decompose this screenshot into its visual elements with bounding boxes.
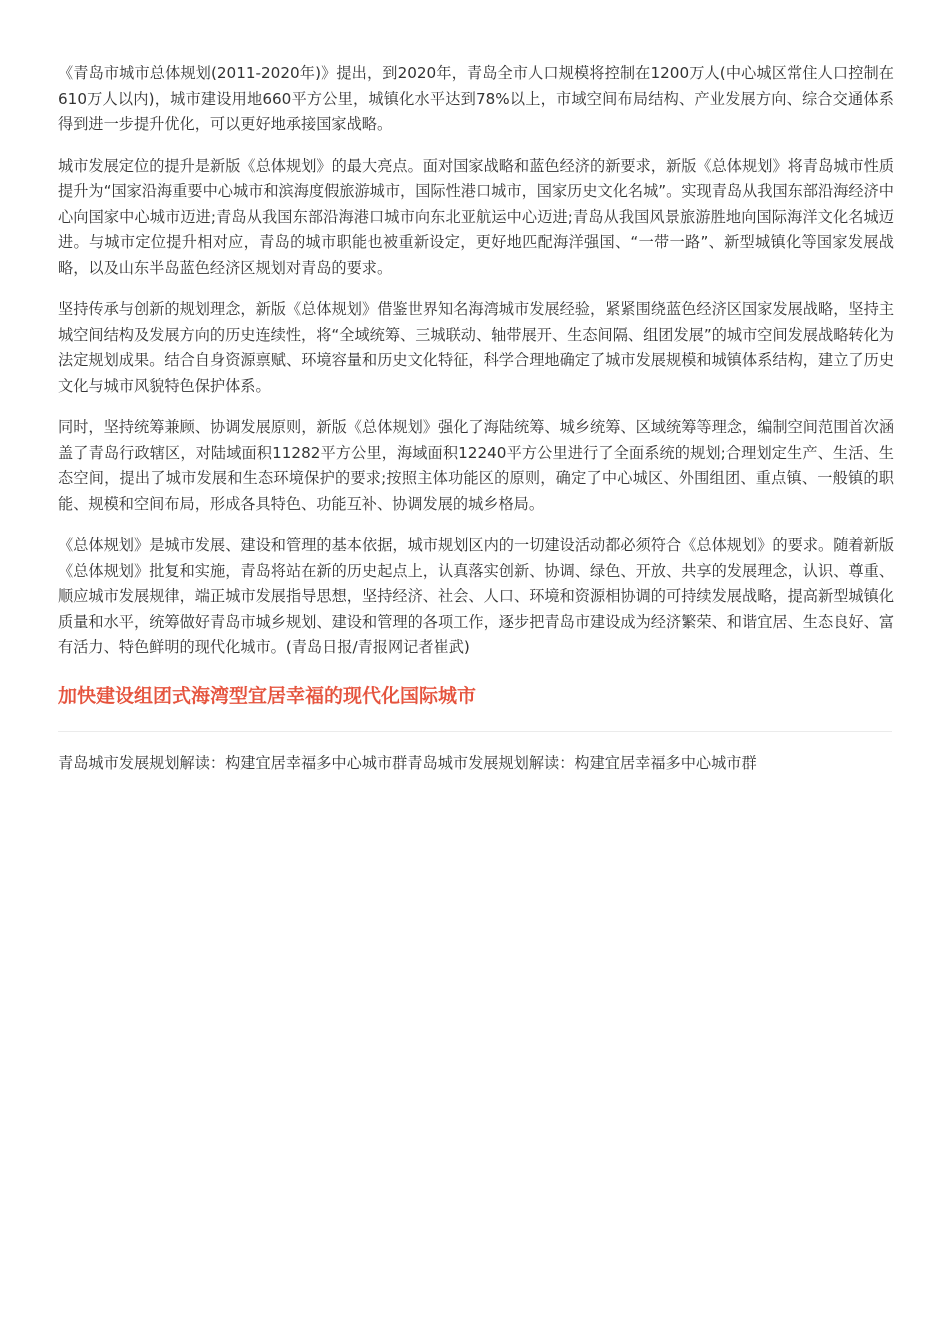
article-paragraph: 《总体规划》是城市发展、建设和管理的基本依据，城市规划区内的一切建设活动都必须符合《总体规划》的要求。随着新版《总体规划》批复和实施，青岛将站在新的历史起点上，认真落实创新、协调、绿色、开放、共享的发展理念，认识、尊重、顺应城市发展规律，端正城市发展指导思想，坚持经济、社会、人口、环境和资源相协调的可持续发展战略，提高新型城镇化质量和水平，统筹做好青岛市城乡规划、建设和管理的各项工作，逐步把青岛市建设成为经济繁荣、和谐宜居、生态良好、富有活力、特色鲜明的现代化城市。(青岛日报/青报网记者崔武) (58, 536, 894, 656)
article-paragraph: 同时，坚持统筹兼顾、协调发展原则，新版《总体规划》强化了海陆统筹、城乡统筹、区域统筹等理念，编制空间范围首次涵盖了青岛行政辖区，对陆域面积11282平方公里，海域面积12240平方公里进行了全面系统的规划;合理划定生产、生活、生态空间，提出了城市发展和生态环境保护的要求;按照主体功能区的原则，确定了中心城区、外围组团、重点镇、一般镇的职能、规模和空间布局，形成各具特色、功能互补、协调发展的城乡格局。 (58, 418, 894, 513)
article-body (58, 61, 894, 776)
related-article-title[interactable]: 加快建设组团式海湾型宜居幸福的现代化国际城市 (58, 684, 477, 707)
article-paragraph: 《青岛市城市总体规划(2011-2020年)》提出，到2020年，青岛全市人口规模将控制在1200万人(中心城区常住人口控制在610万人以内)，城市建设用地660平方公里，城镇化水平达到78%以上，市域空间布局结构、产业发展方向、综合交通体系得到进一步提升优化，可以更好地承接国家战略。 (58, 64, 894, 133)
article-paragraph: 坚持传承与创新的规划理念，新版《总体规划》借鉴世界知名海湾城市发展经验，紧紧围绕蓝色经济区国家发展战略，坚持主城空间结构及发展方向的历史连续性，将“全域统筹、三城联动、轴带展开、生态间隔、组团发展”的城市空间发展战略转化为法定规划成果。结合自身资源禀赋、环境容量和历史文化特征，科学合理地确定了城市发展规模和城镇体系结构，建立了历史文化与城市风貌特色保护体系。 (58, 300, 894, 395)
section-divider (58, 731, 892, 732)
related-article-link[interactable]: 青岛城市发展规划解读：构建宜居幸福多中心城市群青岛城市发展规划解读：构建宜居幸福多中心城市群 (58, 753, 757, 772)
article-paragraph: 城市发展定位的提升是新版《总体规划》的最大亮点。面对国家战略和蓝色经济的新要求，新版《总体规划》将青岛城市性质提升为“国家沿海重要中心城市和滨海度假旅游城市，国际性港口城市，国家历史文化名城”。实现青岛从我国东部沿海经济中心向国家中心城市迈进;青岛从我国东部沿海港口城市向东北亚航运中心迈进;青岛从我国风景旅游胜地向国际海洋文化名城迈进。与城市定位提升相对应，青岛的城市职能也被重新设定，更好地匹配海洋强国、“一带一路”、新型城镇化等国家发展战略，以及山东半岛蓝色经济区规划对青岛的要求。 (58, 156, 894, 277)
